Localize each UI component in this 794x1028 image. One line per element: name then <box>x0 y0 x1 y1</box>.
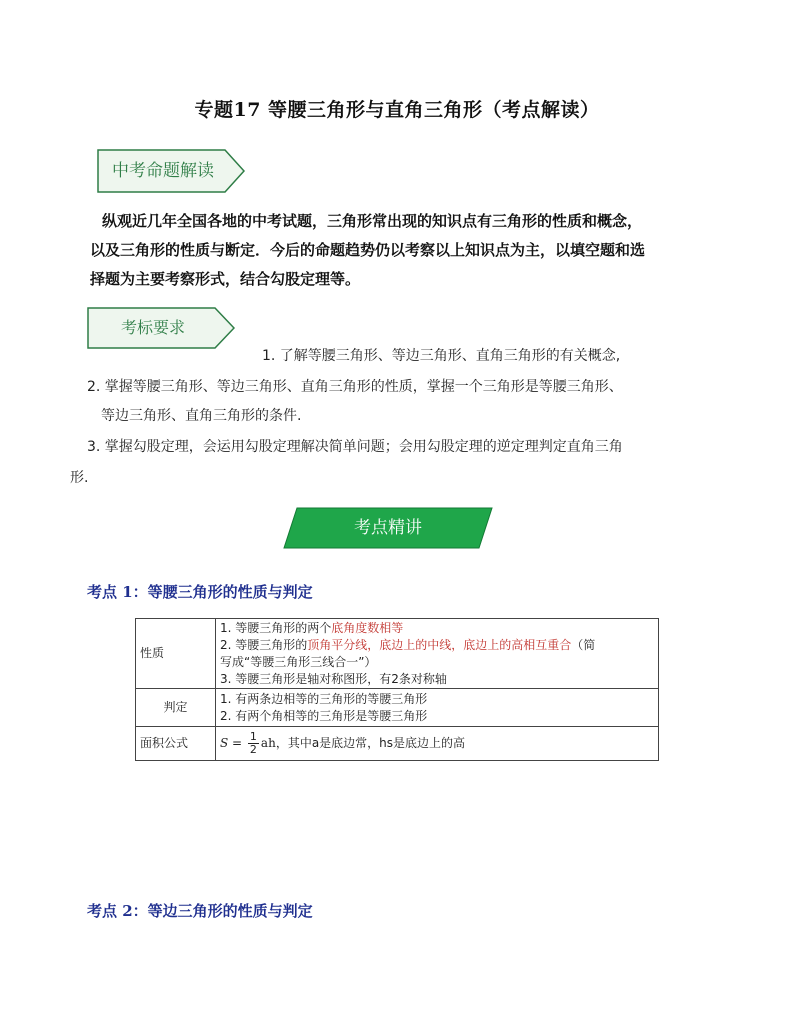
requirement-3: 3. 掌握勾股定理，会运用勾股定理解决简单问题；会用勾股定理的逆定理判定直角三角 <box>87 439 623 455</box>
formula-description: ，其中a是底边常，hs是底边上的高 <box>275 736 466 750</box>
fraction-denominator: 2 <box>249 743 257 756</box>
property-line-2 <box>220 637 654 654</box>
table-row <box>136 727 659 761</box>
requirement-2-cont: 等边三角形、直角三角形的条件. <box>101 408 302 424</box>
key-point-2-heading: 考点 2：等边三角形的性质与判定 <box>87 902 313 920</box>
requirement-3-cont: 形. <box>70 470 89 486</box>
highlight-text: 顶角平分线，底边上的中线，底边上的高相互重合 <box>307 637 572 652</box>
property-line-2-cont: 写成“等腰三角形三线合一”） <box>220 654 377 669</box>
banner-label: 中考命题解读 <box>112 161 214 181</box>
property-line-1 <box>220 620 654 637</box>
text: 2. 等腰三角形的 <box>220 637 308 652</box>
row-head-properties: 性质 <box>136 619 216 689</box>
band-label: 考点精讲 <box>354 518 422 538</box>
row-head-area-formula: 面积公式 <box>136 727 216 761</box>
criteria-line-2: 2. 有两个角相等的三角形是等腰三角形 <box>220 708 428 723</box>
page-title: 专题17 等腰三角形与直角三角形（考点解读） <box>194 99 600 121</box>
intro-line: 纵观近几年全国各地的中考试题，三角形常出现的知识点有三角形的性质和概念， <box>102 212 643 230</box>
property-table <box>135 618 659 761</box>
highlight-text: 底角度数相等 <box>331 620 404 635</box>
formula-ah: ah <box>260 736 276 750</box>
table-row <box>136 619 659 689</box>
section-banner-requirements <box>87 307 235 349</box>
intro-paragraph <box>90 207 710 294</box>
text: 1. 等腰三角形的两个 <box>220 620 332 635</box>
intro-line: 择题为主要考察形式，结合勾股定理等。 <box>90 270 361 288</box>
banner-label: 考标要求 <box>120 318 185 337</box>
intro-line: 以及三角形的性质与断定．今后的命题趋势仍以考察以上知识点为主，以填空题和选 <box>90 241 646 259</box>
text: （简 <box>571 637 596 652</box>
requirement-2: 2. 掌握等腰三角形、等边三角形、直角三角形的性质，掌握一个三角形是等腰三角形、 <box>87 379 623 395</box>
table-row <box>136 689 659 727</box>
requirement-1: 1. 了解等腰三角形、等边三角形、直角三角形的有关概念, <box>262 348 621 364</box>
area-formula-cell <box>216 727 659 761</box>
row-head-criteria: 判定 <box>136 689 216 727</box>
criteria-cell <box>216 689 659 727</box>
properties-cell <box>216 619 659 689</box>
key-point-1-heading: 考点 1：等腰三角形的性质与判定 <box>87 583 313 601</box>
property-line-3: 3. 等腰三角形是轴对称图形，有2条对称轴 <box>220 671 447 686</box>
section-banner-exam-interpretation <box>97 149 245 193</box>
fraction-half <box>248 731 259 756</box>
formula-s: S = <box>220 736 243 750</box>
fraction-numerator: 1 <box>249 730 257 743</box>
key-points-band <box>283 507 493 549</box>
criteria-line-1: 1. 有两条边相等的三角形的等腰三角形 <box>220 691 428 706</box>
